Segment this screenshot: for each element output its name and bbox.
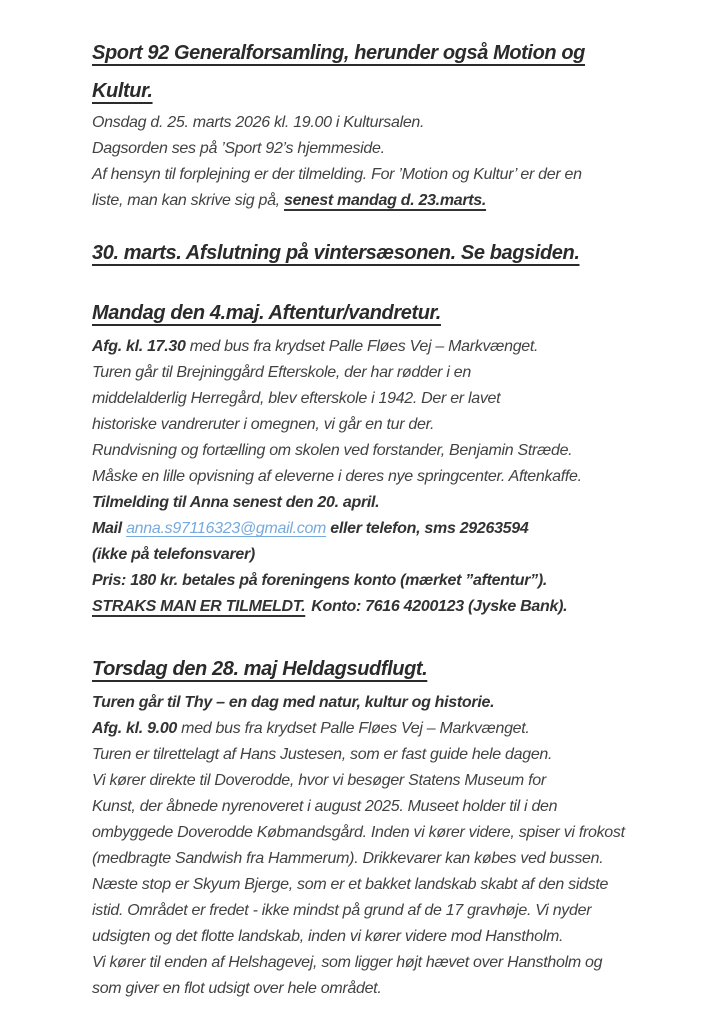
- signup-deadline-line: Tilmelding til Anna senest den 20. april.: [92, 494, 380, 511]
- text-line: Næste stop er Skyum Bjerge, som er et bakket landskab skabt af den sidste: [92, 876, 609, 893]
- text-line: Onsdag d. 25. marts 2026 kl. 19.00 i Kultursalen.: [92, 114, 425, 131]
- text-line: Kunst, der åbnede nyrenoveret i august 2025. Museet holder til i den: [92, 798, 558, 815]
- contact-line: [92, 516, 700, 542]
- payment-line: [92, 594, 700, 620]
- section-heldagsudflugt: [92, 654, 700, 1002]
- page-title-line2: Kultur.: [92, 80, 153, 102]
- text-line: Vi kører til enden af Helshagevej, som ligger højt hævet over Hanstholm og: [92, 954, 603, 971]
- text-line: Af hensyn til forplejning er der tilmelding. For ’Motion og Kultur’ er der en: [92, 166, 582, 183]
- text-line: (ikke på telefonsvarer): [92, 546, 255, 563]
- text-line: Turen går til Brejninggård Efterskole, der har rødder i en: [92, 364, 471, 381]
- text-line: udsigten og det flotte landskab, inden vi kører videre mod Hanstholm.: [92, 928, 564, 945]
- body-text: liste, man kan skrive sig på,: [92, 192, 284, 209]
- body-text: med bus fra krydset Palle Fløes Vej – Markvænget.: [189, 338, 539, 355]
- text-line: [92, 188, 700, 214]
- price-line: Pris: 180 kr. betales på foreningens konto (mærket ”aftentur”).: [92, 572, 547, 589]
- section-afslutning: [92, 238, 700, 268]
- email-link[interactable]: anna.s97116323@gmail.com: [126, 520, 327, 537]
- text-line: (medbragte Sandwish fra Hammerum). Drikkevarer kan købes ved bussen.: [92, 850, 604, 867]
- departure-time: Afg. kl. 9.00: [92, 720, 182, 737]
- body-text: eller telefon, sms 29263594: [326, 520, 529, 537]
- text-line: [92, 716, 700, 742]
- text-line: Turen er tilrettelagt af Hans Justesen, som er fast guide hele dagen.: [92, 746, 553, 763]
- section-heading-heldagsudflugt: Torsdag den 28. maj Heldagsudflugt.: [92, 658, 428, 680]
- text-line: Rundvisning og fortælling om skolen ved forstander, Benjamin Stræde.: [92, 442, 573, 459]
- section-aftentur: [92, 298, 700, 620]
- text-line: Dagsorden ses på ’Sport 92’s hjemmeside.: [92, 140, 385, 157]
- page-title: [92, 34, 700, 110]
- account-number: Konto: 7616 4200123 (Jyske Bank).: [311, 598, 568, 615]
- trip-summary-line: Turen går til Thy – en dag med natur, kultur og historie.: [92, 694, 495, 711]
- text-line: istid. Området er fredet - ikke mindst på grund af de 17 gravhøje. Vi nyder: [92, 902, 592, 919]
- departure-time: Afg. kl. 17.30: [92, 338, 190, 355]
- text-line: historiske vandreruter i omegnen, vi går en tur der.: [92, 416, 435, 433]
- page-title-line1: Sport 92 Generalforsamling, herunder også Motion og: [92, 42, 585, 64]
- body-text: med bus fra krydset Palle Fløes Vej – Markvænget.: [181, 720, 530, 737]
- text-line: middelalderlig Herregård, blev efterskole i 1942. Der er lavet: [92, 390, 501, 407]
- text-line: som giver en flot udsigt over hele området.: [92, 980, 382, 997]
- section-generalforsamling: [92, 34, 700, 214]
- deadline-emphasis: senest mandag d. 23.marts.: [283, 192, 487, 209]
- section-heading-afslutning: 30. marts. Afslutning på vintersæsonen. Se bagsiden.: [92, 242, 580, 264]
- text-line: ombyggede Doverodde Købmandsgård. Inden vi kører videre, spiser vi frokost: [92, 824, 625, 841]
- body-text: Mail: [92, 520, 127, 537]
- text-line: Vi kører direkte til Doverodde, hvor vi besøger Statens Museum for: [92, 772, 546, 789]
- text-line: Måske en lille opvisning af eleverne i deres nye springcenter. Aftenkaffe.: [92, 468, 582, 485]
- text-line: [92, 334, 700, 360]
- payment-emphasis: STRAKS MAN ER TILMELDT.: [92, 598, 306, 615]
- section-heading-aftentur: Mandag den 4.maj. Aftentur/vandretur.: [92, 302, 441, 324]
